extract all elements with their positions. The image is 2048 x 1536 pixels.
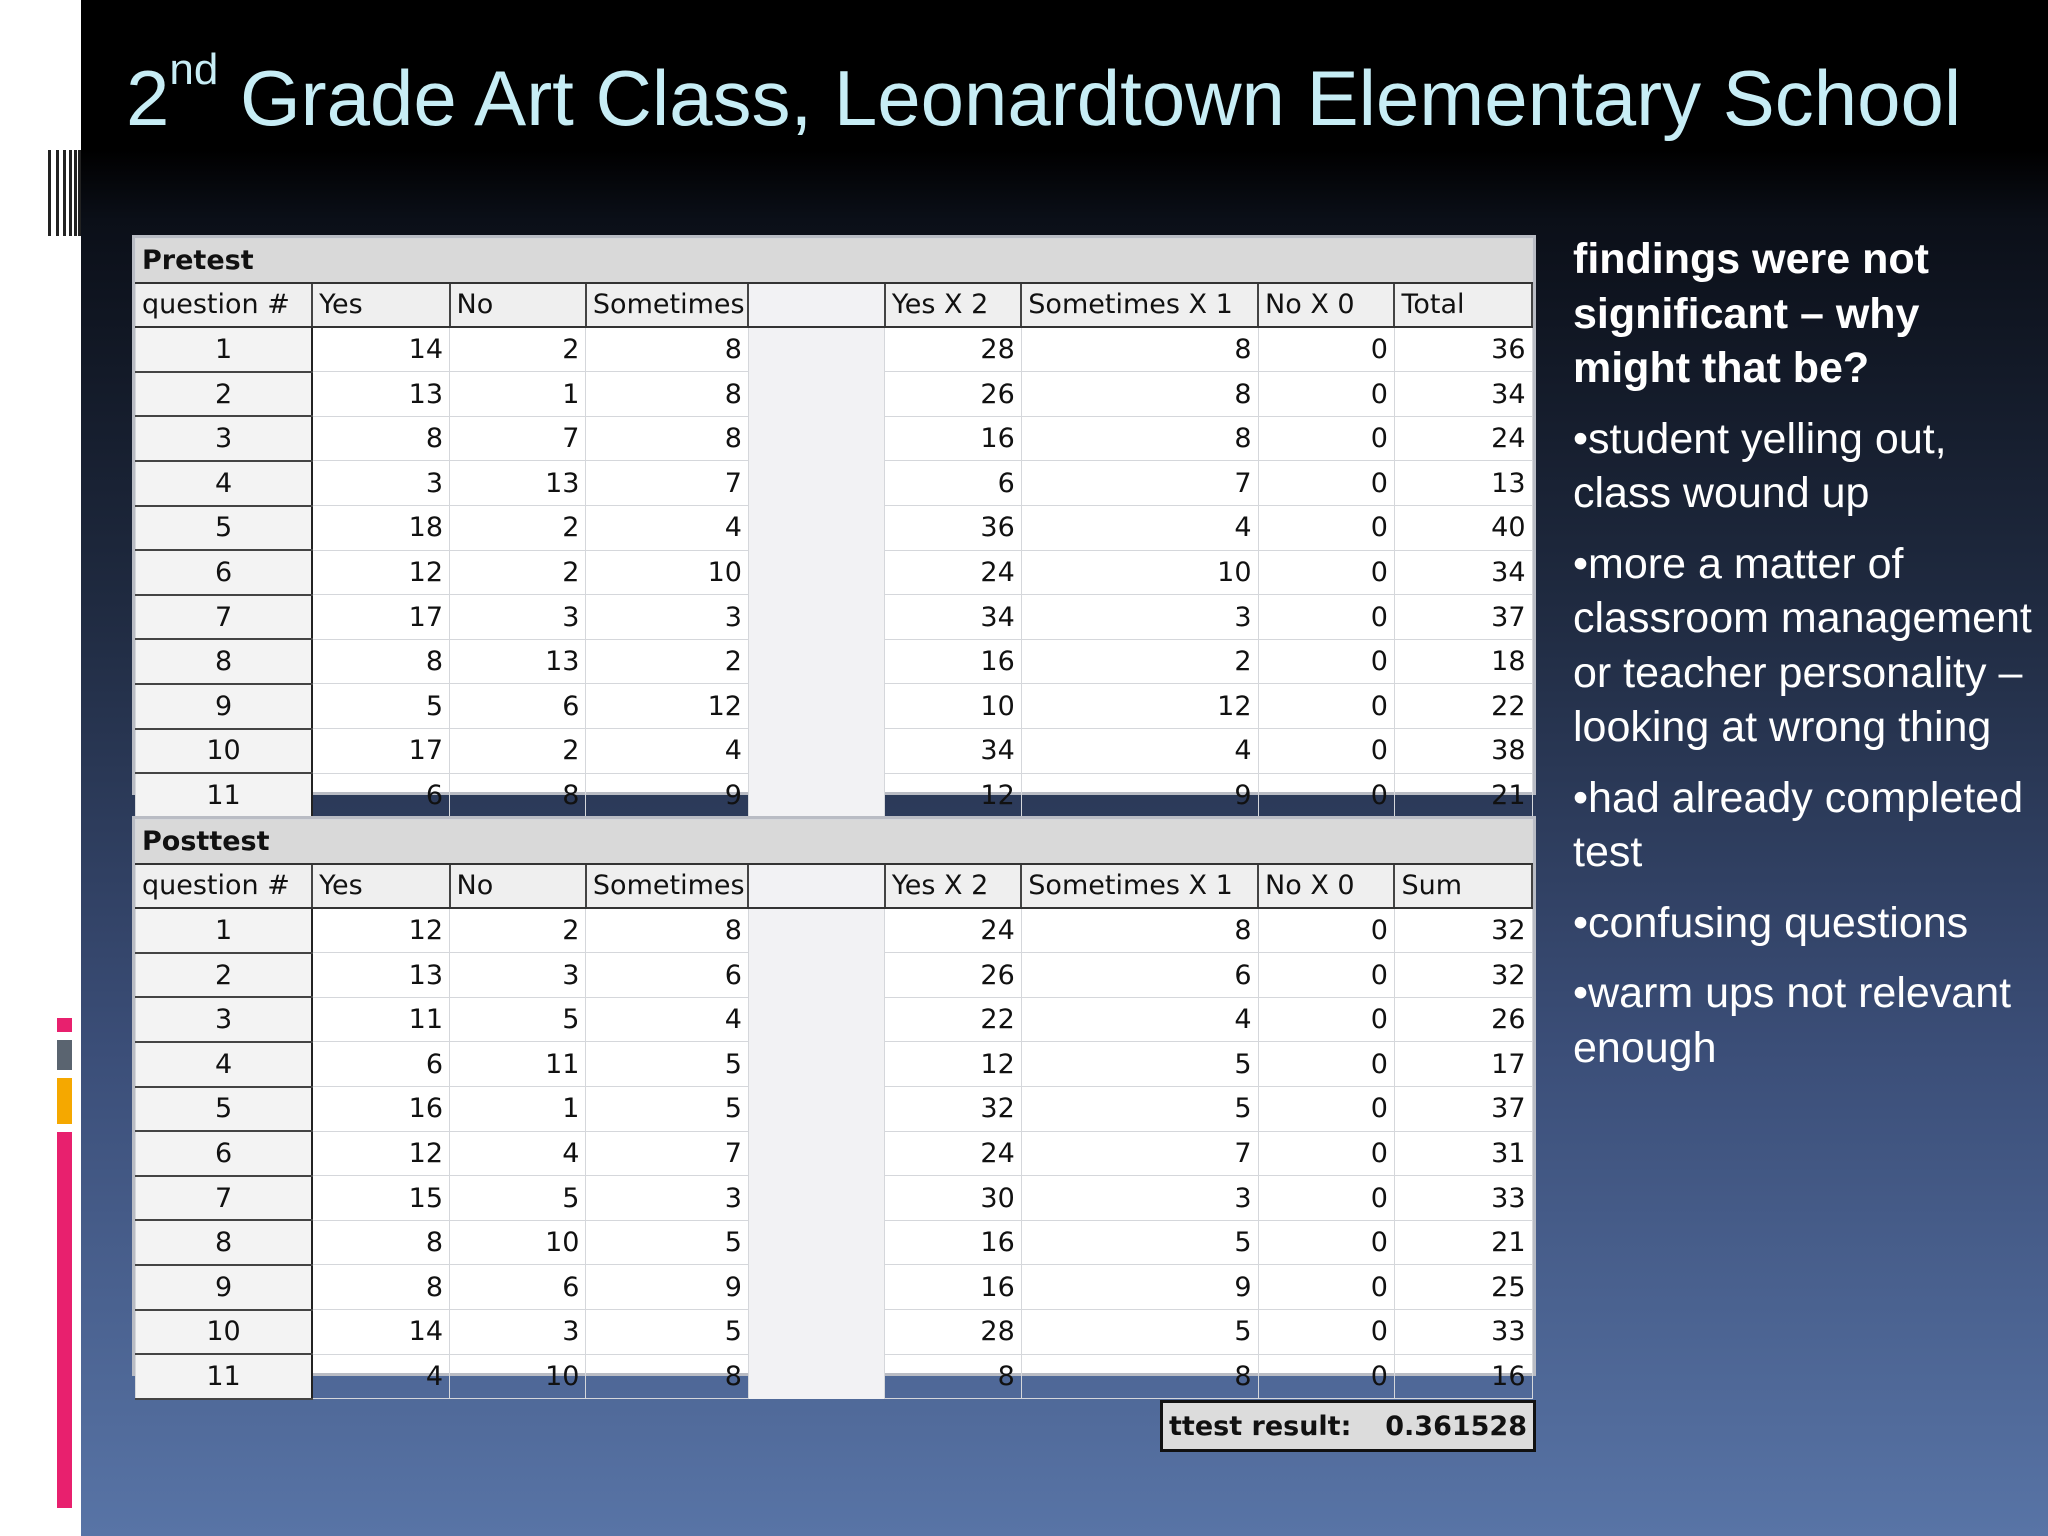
value-cell: 0 [1258,908,1394,953]
table-row [136,1131,1533,1176]
table-row [136,416,1533,461]
value-cell: 16 [885,639,1021,684]
value-cell: 5 [450,997,586,1042]
accent-bar-slate [57,1040,72,1070]
value-cell: 5 [586,1042,749,1087]
value-cell: 6 [1021,953,1258,998]
value-cell: 0 [1258,1131,1394,1176]
question-number-cell: 11 [136,773,313,818]
decorative-lines [46,150,81,240]
table-row [136,908,1533,953]
table-row [136,729,1533,774]
value-cell: 21 [1394,1220,1532,1265]
value-cell: 3 [450,953,586,998]
table-row [136,953,1533,998]
value-cell: 12 [885,773,1021,818]
value-cell: 24 [1394,416,1532,461]
value-cell: 11 [450,1042,586,1087]
value-cell: 0 [1258,1220,1394,1265]
value-cell: 2 [450,729,586,774]
value-cell: 3 [586,1176,749,1221]
value-cell: 12 [312,1131,449,1176]
value-cell: 3 [1021,595,1258,640]
value-cell: 8 [586,1354,749,1399]
table-row [136,1087,1533,1132]
ttest-result-box [1160,1400,1536,1452]
value-cell: 8 [1021,1354,1258,1399]
value-cell: 0 [1258,773,1394,818]
value-cell: 5 [586,1220,749,1265]
value-cell: 36 [1394,327,1532,372]
value-cell: 5 [1021,1310,1258,1355]
question-number-cell: 4 [136,1042,313,1087]
value-cell: 34 [885,595,1021,640]
pretest-grid [135,238,1533,819]
column-header: Sometimes X 1 [1021,864,1258,909]
value-cell: 13 [1394,461,1532,506]
value-cell: 0 [1258,1176,1394,1221]
value-cell: 17 [1394,1042,1532,1087]
value-cell: 40 [1394,506,1532,551]
value-cell: 9 [1021,773,1258,818]
question-number-cell: 1 [136,908,313,953]
question-number-cell: 5 [136,1087,313,1132]
title-superscript: nd [169,45,219,94]
column-header: Sometimes [586,283,749,328]
value-cell: 15 [312,1176,449,1221]
question-number-cell: 1 [136,327,313,372]
value-cell: 12 [1021,684,1258,729]
value-cell: 0 [1258,953,1394,998]
value-cell: 8 [450,773,586,818]
value-cell: 16 [885,416,1021,461]
value-cell: 2 [450,550,586,595]
question-number-cell: 11 [136,1354,313,1399]
spacer-cell [748,1220,884,1265]
question-number-cell: 3 [136,416,313,461]
value-cell: 4 [1021,506,1258,551]
value-cell: 12 [312,908,449,953]
value-cell: 36 [885,506,1021,551]
value-cell: 37 [1394,595,1532,640]
column-header: question # [136,864,313,909]
value-cell: 30 [885,1176,1021,1221]
spacer-cell [748,1176,884,1221]
value-cell: 3 [586,595,749,640]
value-cell: 3 [450,1310,586,1355]
note-item: •more a matter of classroom management or teacher personality – looking at wrong thing [1573,539,2032,751]
value-cell: 0 [1258,327,1394,372]
question-number-cell: 8 [136,639,313,684]
column-header: No [450,283,586,328]
value-cell: 9 [586,773,749,818]
value-cell: 16 [1394,1354,1532,1399]
value-cell: 8 [312,1265,449,1310]
value-cell: 24 [885,1131,1021,1176]
note-item: •student yelling out, class wound up [1573,414,1947,517]
value-cell: 11 [312,997,449,1042]
table-row [136,506,1533,551]
value-cell: 10 [586,550,749,595]
pretest-table [132,235,1536,811]
value-cell: 6 [312,1042,449,1087]
value-cell: 13 [312,372,449,417]
spacer-cell [748,1087,884,1132]
value-cell: 2 [1021,639,1258,684]
value-cell: 13 [450,639,586,684]
ttest-value: 0.361528 [1385,1410,1527,1442]
value-cell: 6 [450,1265,586,1310]
value-cell: 4 [450,1131,586,1176]
column-header: Yes X 2 [885,864,1021,909]
value-cell: 14 [312,1310,449,1355]
note-item: •warm ups not relevant enough [1573,969,2012,1072]
table-row [136,1176,1533,1221]
table-row [136,1354,1533,1399]
value-cell: 6 [450,684,586,729]
spacer-cell [748,997,884,1042]
posttest-table [132,816,1536,1392]
value-cell: 6 [312,773,449,818]
value-cell: 0 [1258,550,1394,595]
question-number-cell: 10 [136,1310,313,1355]
column-header: Total [1394,283,1532,328]
spacer-cell [748,1354,884,1399]
value-cell: 9 [1021,1265,1258,1310]
value-cell: 22 [1394,684,1532,729]
spacer-cell [748,1265,884,1310]
title-main: 2 [126,54,170,142]
column-header: No [450,864,586,909]
value-cell: 0 [1258,416,1394,461]
table-row [136,550,1533,595]
ttest-label: ttest result: [1169,1410,1352,1442]
question-number-cell: 9 [136,684,313,729]
column-header: Yes [312,283,449,328]
value-cell: 8 [586,416,749,461]
spacer-cell [748,1310,884,1355]
value-cell: 3 [1021,1176,1258,1221]
value-cell: 31 [1394,1131,1532,1176]
question-number-cell: 4 [136,461,313,506]
question-number-cell: 3 [136,997,313,1042]
table-row [136,684,1533,729]
value-cell: 10 [450,1354,586,1399]
column-header: No X 0 [1258,283,1394,328]
value-cell: 5 [586,1087,749,1132]
value-cell: 8 [1021,327,1258,372]
spacer-cell [748,1042,884,1087]
question-number-cell: 6 [136,550,313,595]
spacer-cell [748,639,884,684]
value-cell: 0 [1258,1042,1394,1087]
table-row [136,1310,1533,1355]
spacer-cell [748,953,884,998]
value-cell: 0 [1258,372,1394,417]
posttest-grid [135,819,1533,1400]
value-cell: 26 [885,953,1021,998]
column-header: Sometimes [586,864,749,909]
value-cell: 17 [312,729,449,774]
title-rest: Grade Art Class, Leonardtown Elementary School [218,54,1962,142]
value-cell: 0 [1258,461,1394,506]
value-cell: 9 [586,1265,749,1310]
value-cell: 0 [1258,1310,1394,1355]
value-cell: 4 [1021,997,1258,1042]
value-cell: 12 [312,550,449,595]
value-cell: 28 [885,327,1021,372]
value-cell: 25 [1394,1265,1532,1310]
spacer-cell [748,1131,884,1176]
value-cell: 5 [1021,1087,1258,1132]
value-cell: 8 [312,639,449,684]
question-number-cell: 2 [136,372,313,417]
value-cell: 0 [1258,1265,1394,1310]
question-number-cell: 8 [136,1220,313,1265]
table-row [136,372,1533,417]
column-header: Yes [312,864,449,909]
value-cell: 5 [312,684,449,729]
value-cell: 8 [312,416,449,461]
value-cell: 16 [885,1220,1021,1265]
value-cell: 12 [586,684,749,729]
value-cell: 17 [312,595,449,640]
value-cell: 10 [885,684,1021,729]
value-cell: 32 [1394,908,1532,953]
value-cell: 7 [586,461,749,506]
value-cell: 18 [312,506,449,551]
spacer-cell [748,506,884,551]
value-cell: 34 [885,729,1021,774]
value-cell: 5 [1021,1042,1258,1087]
value-cell: 8 [586,908,749,953]
table-row [136,997,1533,1042]
value-cell: 34 [1394,550,1532,595]
value-cell: 28 [885,1310,1021,1355]
note-item: •had already completed test [1573,773,2024,876]
question-number-cell: 10 [136,729,313,774]
value-cell: 1 [450,372,586,417]
accent-bar-orange [57,1078,72,1124]
spacer-cell [748,372,884,417]
value-cell: 8 [1021,908,1258,953]
value-cell: 33 [1394,1176,1532,1221]
value-cell: 32 [885,1087,1021,1132]
value-cell: 21 [1394,773,1532,818]
value-cell: 7 [450,416,586,461]
question-number-cell: 5 [136,506,313,551]
value-cell: 5 [450,1176,586,1221]
column-header: question # [136,283,313,328]
column-header: No X 0 [1258,864,1394,909]
value-cell: 32 [1394,953,1532,998]
value-cell: 26 [1394,997,1532,1042]
value-cell: 4 [1021,729,1258,774]
slide-title [126,45,2026,148]
column-spacer [748,283,884,328]
value-cell: 3 [312,461,449,506]
table-row [136,461,1533,506]
spacer-cell [748,773,884,818]
notes-panel [1573,232,2033,1091]
value-cell: 2 [450,908,586,953]
spacer-cell [748,729,884,774]
value-cell: 5 [586,1310,749,1355]
accent-bar-pink [57,1018,72,1032]
value-cell: 0 [1258,1087,1394,1132]
value-cell: 7 [1021,1131,1258,1176]
value-cell: 16 [885,1265,1021,1310]
table-caption: Pretest [136,239,1533,283]
value-cell: 4 [586,997,749,1042]
spacer-cell [748,550,884,595]
table-row [136,1220,1533,1265]
value-cell: 8 [586,372,749,417]
value-cell: 8 [1021,416,1258,461]
value-cell: 10 [450,1220,586,1265]
table-row [136,1265,1533,1310]
question-number-cell: 7 [136,1176,313,1221]
spacer-cell [748,595,884,640]
value-cell: 8 [885,1354,1021,1399]
question-number-cell: 6 [136,1131,313,1176]
value-cell: 16 [312,1087,449,1132]
value-cell: 0 [1258,997,1394,1042]
table-caption: Posttest [136,820,1533,864]
value-cell: 22 [885,997,1021,1042]
value-cell: 1 [450,1087,586,1132]
value-cell: 18 [1394,639,1532,684]
value-cell: 5 [1021,1220,1258,1265]
accent-bar-pink-long [57,1132,72,1508]
value-cell: 8 [1021,372,1258,417]
value-cell: 0 [1258,506,1394,551]
column-header: Sometimes X 1 [1021,283,1258,328]
column-header: Sum [1394,864,1532,909]
question-number-cell: 7 [136,595,313,640]
value-cell: 4 [312,1354,449,1399]
value-cell: 2 [450,327,586,372]
value-cell: 0 [1258,595,1394,640]
value-cell: 38 [1394,729,1532,774]
value-cell: 33 [1394,1310,1532,1355]
spacer-cell [748,416,884,461]
spacer-cell [748,908,884,953]
value-cell: 8 [312,1220,449,1265]
table-row [136,327,1533,372]
notes-lead: findings were not significant – why might that be? [1573,235,1929,392]
value-cell: 24 [885,550,1021,595]
table-row [136,773,1533,818]
question-number-cell: 9 [136,1265,313,1310]
value-cell: 0 [1258,639,1394,684]
value-cell: 24 [885,908,1021,953]
column-spacer [748,864,884,909]
value-cell: 10 [1021,550,1258,595]
note-item: •confusing questions [1573,898,1969,947]
value-cell: 0 [1258,729,1394,774]
value-cell: 12 [885,1042,1021,1087]
column-header: Yes X 2 [885,283,1021,328]
table-row [136,1042,1533,1087]
value-cell: 13 [312,953,449,998]
value-cell: 14 [312,327,449,372]
table-row [136,639,1533,684]
value-cell: 37 [1394,1087,1532,1132]
spacer-cell [748,461,884,506]
question-number-cell: 2 [136,953,313,998]
spacer-cell [748,327,884,372]
value-cell: 0 [1258,684,1394,729]
value-cell: 2 [450,506,586,551]
value-cell: 7 [1021,461,1258,506]
value-cell: 7 [586,1131,749,1176]
value-cell: 2 [586,639,749,684]
value-cell: 3 [450,595,586,640]
value-cell: 26 [885,372,1021,417]
value-cell: 34 [1394,372,1532,417]
value-cell: 4 [586,506,749,551]
value-cell: 0 [1258,1354,1394,1399]
table-row [136,595,1533,640]
value-cell: 4 [586,729,749,774]
spacer-cell [748,684,884,729]
value-cell: 6 [885,461,1021,506]
value-cell: 13 [450,461,586,506]
value-cell: 6 [586,953,749,998]
value-cell: 8 [586,327,749,372]
